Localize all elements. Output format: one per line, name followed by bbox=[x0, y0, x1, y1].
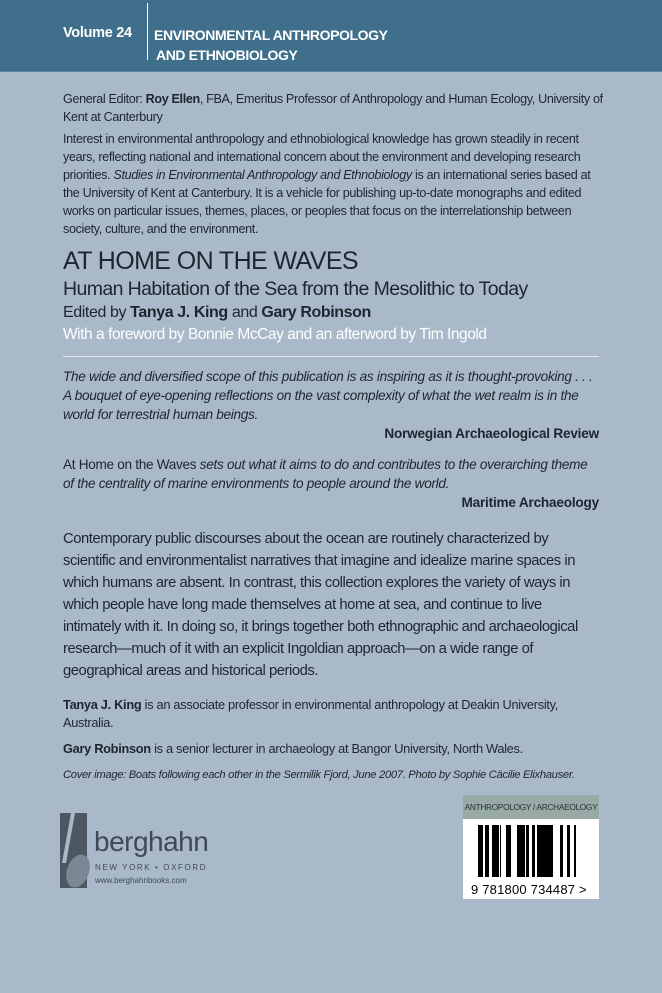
isbn-barcode bbox=[463, 795, 599, 899]
barcode-bar bbox=[542, 825, 545, 877]
barcode-bar bbox=[560, 825, 563, 877]
review-text: sets out what it aims to do and contributes to the overarching theme of the centrality of marine environments to people around the world. bbox=[63, 457, 588, 491]
series-name-italic: Studies in Environmental Anthropology and Ethnobiology bbox=[113, 168, 412, 182]
bio-text: is an associate professor in environmental anthropology at Deakin University, Australia. bbox=[63, 697, 559, 730]
berghahn-b-icon bbox=[60, 813, 94, 888]
barcode-bar bbox=[494, 825, 497, 877]
series-desc-text: is an international series based at the University of Kent at Canterbury. It is a vehicle for publishing up-to-date monographs and edited works on particular issues, themes, places, or peoples that focus on the interrelationship between society, culture, and the environment. bbox=[63, 168, 591, 236]
barcode-bar bbox=[574, 825, 576, 877]
barcode-bar bbox=[478, 825, 480, 877]
series-title-line1: ENVIRONMENTAL ANTHROPOLOGY bbox=[154, 27, 388, 43]
publisher-url[interactable]: www.berghahnbooks.com bbox=[95, 876, 187, 885]
publisher-logo bbox=[60, 813, 220, 893]
bio-text: is a senior lecturer in archaeology at Bangor University, North Wales. bbox=[150, 741, 523, 756]
subject-category: ANTHROPOLOGY / ARCHAEOLOGY bbox=[463, 795, 599, 819]
barcode-bar bbox=[517, 825, 519, 877]
bio-2 bbox=[63, 740, 603, 758]
volume-number: Volume 24 bbox=[63, 25, 132, 41]
bio-name: Tanya J. King bbox=[63, 697, 142, 712]
barcode-bar bbox=[492, 825, 494, 877]
general-editor bbox=[63, 90, 603, 126]
editor-name: Roy Ellen bbox=[145, 92, 200, 106]
barcode-bar bbox=[497, 825, 499, 877]
editor-1: Tanya J. King bbox=[130, 304, 228, 321]
bottom-area bbox=[0, 789, 662, 909]
divider bbox=[63, 356, 599, 357]
isbn-number: 9 781800 734487 > bbox=[471, 882, 587, 897]
cover-credit: Cover image: Boats following each other in the Sermilik Fjord, June 2007. Photo by Sophie Cäcilie Elixhauser. bbox=[63, 769, 575, 781]
barcode-bar bbox=[526, 825, 529, 877]
barcode-bar bbox=[522, 825, 525, 877]
series-title-line2: AND ETHNOBIOLOGY bbox=[156, 47, 298, 63]
editor-affiliation: , FBA, Emeritus Professor of Anthropology and Human Ecology, University of Kent at Canterbury bbox=[63, 92, 603, 124]
barcode-bar bbox=[546, 825, 549, 877]
bio-name: Gary Robinson bbox=[63, 741, 151, 756]
editor-2: Gary Robinson bbox=[261, 304, 371, 321]
barcode-bar bbox=[549, 825, 551, 877]
barcode-bar bbox=[482, 825, 483, 877]
edited-by: Edited by bbox=[63, 304, 131, 321]
series-desc-text: Interest in environmental anthropology and ethnobiological knowledge has grown steadily in recent years, reflecting national and international concern about the environment and developing research priorities. bbox=[63, 132, 581, 182]
series-description bbox=[63, 130, 603, 238]
foreword-line: With a foreword by Bonnie McCay and an afterword by Tim Ingold bbox=[63, 326, 487, 343]
review-source-1: Norwegian Archaeological Review bbox=[384, 426, 599, 441]
book-subtitle: Human Habitation of the Sea from the Mesolithic to Today bbox=[63, 278, 528, 300]
book-title-inline: At Home on the Waves bbox=[63, 457, 197, 472]
barcode-bar bbox=[488, 825, 489, 877]
book-title: AT HOME ON THE WAVES bbox=[63, 247, 358, 275]
book-description: Contemporary public discourses about the ocean are routinely characterized by scientific and environmentalist narratives that imagine and idealize marine spaces in which humans are absent. In contrast, this collection explores the variety of ways in which people have long made themselves at home at sea, and continue to live intimately with it. In doing so, it brings together both ethnographic and archaeological research—much of it with an explicit Ingoldian approach—on a wide range of geographical areas and historical periods. bbox=[63, 531, 578, 679]
barcode-bar bbox=[545, 825, 546, 877]
and: and bbox=[227, 304, 262, 321]
editor-prefix: General Editor: bbox=[63, 92, 146, 106]
barcode-bar bbox=[506, 825, 508, 877]
barcode-bar bbox=[500, 825, 501, 877]
barcode-bar bbox=[551, 825, 553, 877]
barcode-bar bbox=[539, 825, 542, 877]
review-source-2: Maritime Archaeology bbox=[461, 495, 599, 510]
barcode-bar bbox=[485, 825, 488, 877]
bio-1 bbox=[63, 696, 603, 732]
publisher-cities: NEW YORK • OXFORD bbox=[95, 863, 208, 872]
barcode-bar bbox=[509, 825, 511, 877]
barcode-bar bbox=[519, 825, 522, 877]
barcode-bars bbox=[478, 825, 578, 877]
barcode-bar bbox=[480, 825, 482, 877]
book-editors bbox=[63, 302, 606, 324]
review-quote-1: The wide and diversified scope of this publication is as inspiring as it is thought-provoking . . . A bouquet of eye-opening reflections on the vast complexity of what the wet realm is in the world for terrestrial human beings. bbox=[63, 369, 593, 422]
barcode-bar bbox=[508, 825, 509, 877]
barcode-bar bbox=[532, 825, 535, 877]
publisher-name: berghahn bbox=[94, 826, 209, 857]
review-quote-2 bbox=[63, 455, 599, 493]
barcode-bar bbox=[567, 825, 570, 877]
barcode-bar bbox=[537, 825, 539, 877]
